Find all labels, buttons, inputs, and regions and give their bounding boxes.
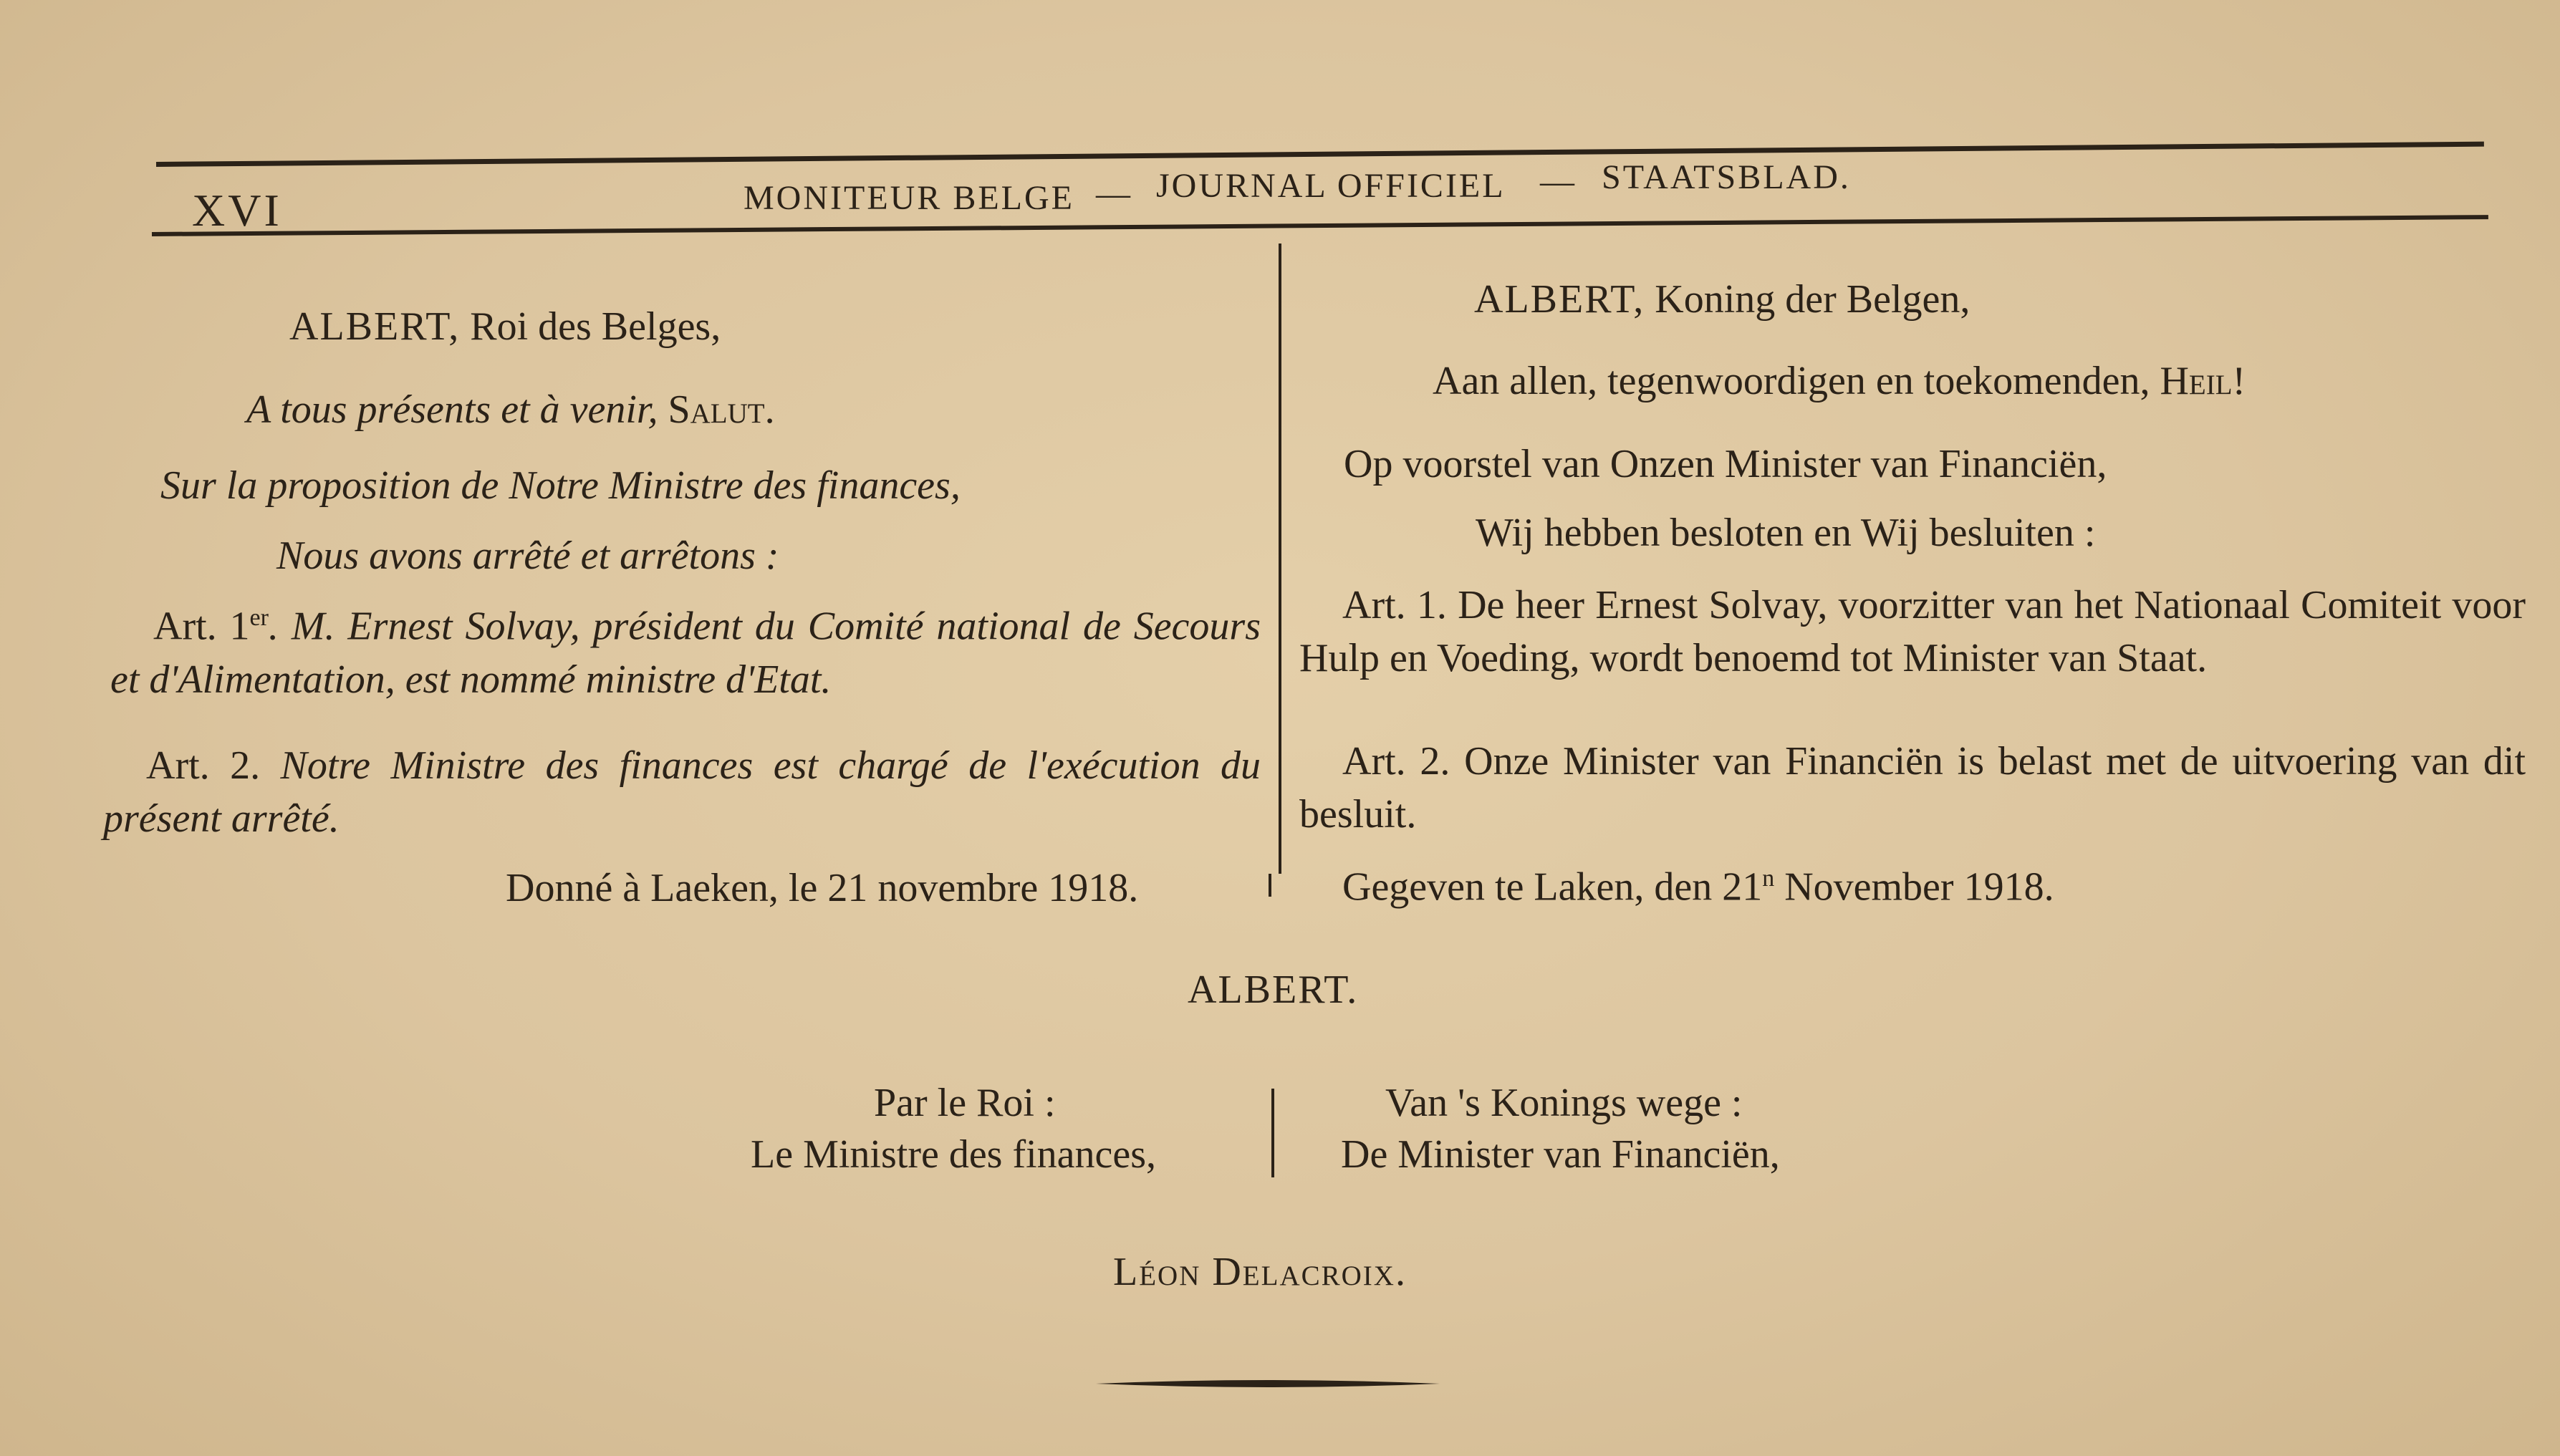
nl-king-title: Koning der Belgen,: [1655, 277, 1970, 322]
signature-nl-line1: Van 's Konings wege :: [1385, 1081, 1743, 1125]
fr-art1-text: . M. Ernest Solvay, président du Comité national de Secours et d'Alimentation, est nommé ministre d'Etat.: [110, 604, 1261, 702]
signature-king: ALBERT.: [1188, 968, 1359, 1012]
fr-art1-label: Art. 1: [153, 604, 250, 649]
signature-fr-line2: Le Ministre des finances,: [751, 1132, 1157, 1177]
nl-decree: Wij hebben besloten en Wij besluiten :: [1476, 511, 2096, 555]
fr-article-2: [103, 739, 1261, 845]
nl-king-heading: [1474, 277, 1970, 322]
nl-article-1: [1299, 579, 2526, 685]
fr-proposal: Sur la proposition de Notre Ministre des finances,: [160, 463, 961, 508]
header-title-journal: JOURNAL OFFICIEL: [1156, 167, 1506, 205]
nl-given-sup: n: [1762, 865, 1775, 892]
nl-art1-label: Art. 1.: [1342, 583, 1447, 627]
nl-king-name: ALBERT,: [1474, 277, 1645, 322]
fr-art1-sup: er: [249, 604, 269, 631]
nl-art2-text: Onze Minister van Financiën is belast met de uitvoering van dit besluit.: [1299, 739, 2526, 837]
fr-king-name: ALBERT,: [289, 304, 461, 349]
signature-fr-line1: Par le Roi :: [874, 1081, 1056, 1125]
nl-art1-text: De heer Ernest Solvay, voorzitter van het Nationaal Comiteit voor Hulp en Voeding, wordt benoemd tot Minister van Staat.: [1299, 583, 2526, 680]
fr-king-heading: [289, 304, 721, 349]
closing-rule-ornament: [1096, 1375, 1440, 1392]
nl-given-suffix: November 1918.: [1774, 864, 2054, 910]
page-number: XVI: [192, 185, 282, 236]
fr-given-date: Donné à Laeken, le 21 novembre 1918.: [506, 866, 1139, 910]
nl-given-prefix: Gegeven te Laken, den 21: [1342, 864, 1763, 910]
fr-king-title: Roi des Belges,: [470, 304, 721, 349]
fr-salutation-text: A tous présents et à venir,: [246, 387, 658, 432]
nl-given-date: [1342, 864, 2054, 910]
column-divider-tick: [1269, 874, 1271, 897]
fr-article-1: [110, 592, 1261, 706]
fr-decree: Nous avons arrêté et arrêtons :: [276, 534, 779, 578]
column-divider: [1279, 244, 1281, 874]
nl-salutation: [1433, 361, 2246, 401]
header-dash-1: —: [1096, 175, 1132, 213]
header-top-rule: [156, 142, 2484, 167]
header-title-staatsblad: STAATSBLAD.: [1602, 158, 1851, 196]
fr-art2-text: Notre Ministre des finances est chargé de l'exécution du présent arrêté.: [103, 743, 1261, 841]
signature-nl-line2: De Minister van Financiën,: [1341, 1132, 1780, 1177]
nl-article-2: [1299, 735, 2526, 841]
header-dash-2: —: [1540, 163, 1577, 201]
fr-salut-word: Salut.: [668, 387, 775, 432]
header-title-moniteur: MONITEUR BELGE: [744, 179, 1074, 217]
fr-salutation: [246, 387, 775, 432]
signature-divider: [1271, 1089, 1274, 1177]
signature-minister: Léon Delacroix.: [1113, 1250, 1407, 1294]
nl-salutation-text: Aan allen, tegenwoordigen en toekomenden,: [1433, 359, 2150, 403]
nl-art2-label: Art. 2.: [1342, 739, 1450, 784]
nl-heil-word: Heil!: [2160, 359, 2246, 403]
fr-art2-label: Art. 2.: [146, 743, 261, 788]
header-bottom-rule: [152, 215, 2488, 236]
nl-proposal: Op voorstel van Onzen Minister van Financiën,: [1344, 442, 2107, 486]
